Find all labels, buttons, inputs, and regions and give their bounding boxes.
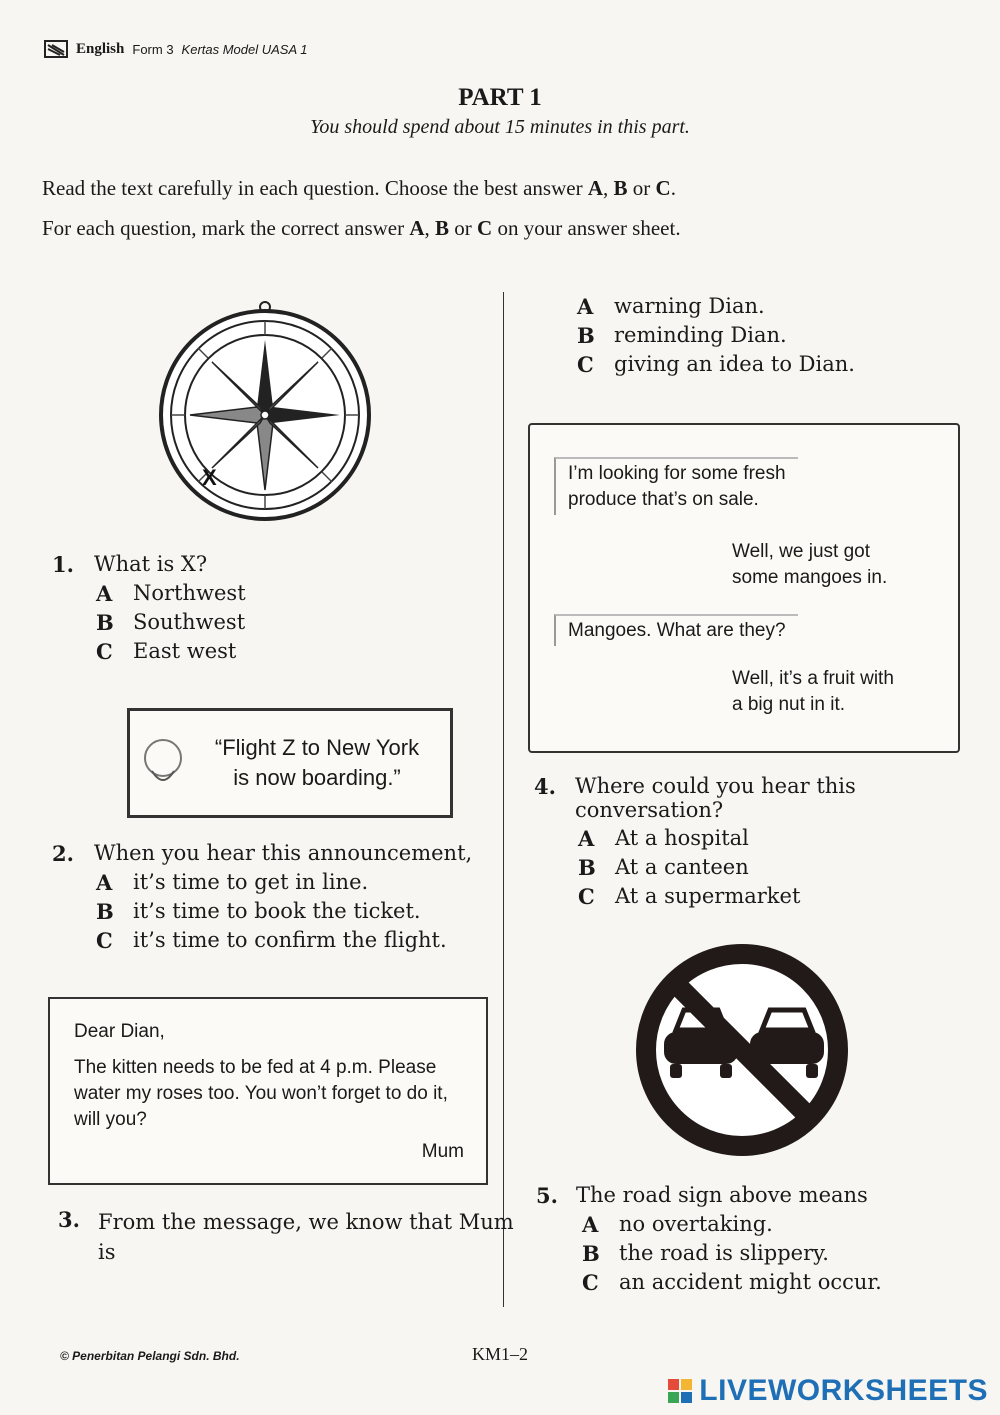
question-1	[52, 552, 246, 666]
option-b[interactable]: B it’s time to book the ticket.	[96, 899, 421, 924]
chat-bubble-staff-1: Well, we just got some mangoes in.	[732, 541, 888, 588]
option-b[interactable]: B At a canteen	[578, 855, 749, 880]
airport-icon	[138, 733, 188, 789]
question-number: 5.	[536, 1183, 558, 1208]
option-a[interactable]: A Northwest	[96, 581, 246, 606]
chat-bubble-customer-2: Mangoes. What are they?	[554, 614, 798, 646]
option-a[interactable]: A At a hospital	[578, 826, 749, 851]
note-signoff: Mum	[421, 1141, 464, 1162]
note-body: The kitten needs to be fed at 4 p.m. Please water my roses too. You won’t forget to do it, will you?	[74, 1057, 448, 1130]
page-number: KM1–2	[471, 1344, 528, 1364]
no-overtaking-sign-icon	[632, 940, 852, 1160]
option-b[interactable]: B reminding Dian.	[577, 323, 787, 348]
option-c[interactable]: C an accident might occur.	[582, 1270, 882, 1295]
announcement-line-2: is now boarding.”	[233, 765, 401, 790]
option-a[interactable]: A no overtaking.	[582, 1212, 773, 1237]
series-label: Kertas Model UASA 1	[181, 41, 308, 57]
option-c[interactable]: C At a supermarket	[578, 884, 801, 909]
announcement-box	[127, 708, 453, 818]
compass-icon	[150, 295, 380, 525]
conversation-box	[528, 423, 960, 753]
page-title: PART 1	[458, 84, 542, 111]
brand-logo[interactable]	[667, 1374, 988, 1408]
option-a[interactable]: A it’s time to get in line.	[96, 870, 369, 895]
question-5	[536, 1183, 882, 1297]
brand-name: LIVEWORKSHEETS	[699, 1374, 988, 1407]
note-greeting: Dear Dian,	[74, 1021, 165, 1042]
liveworksheets-icon	[667, 1378, 693, 1404]
announcement-line-1: “Flight Z to New York	[214, 735, 420, 760]
chat-bubble-customer-1: I’m looking for some fresh produce that’s on sale.	[554, 457, 798, 515]
form-label: Form 3	[132, 41, 174, 57]
compass-marker: X	[202, 465, 217, 490]
book-icon	[44, 40, 68, 58]
question-text: From the message, we know that Mum	[98, 1210, 514, 1234]
question-4	[534, 774, 1000, 911]
subject-label: English	[76, 40, 125, 57]
option-b[interactable]: B the road is slippery.	[582, 1241, 829, 1266]
question-text: When you hear this announcement,	[94, 841, 473, 865]
question-3-options	[577, 292, 855, 379]
question-text: The road sign above means	[576, 1183, 868, 1207]
question-text: Where could you hear this conversation?	[574, 774, 856, 822]
message-note	[48, 997, 488, 1185]
option-c[interactable]: C it’s time to confirm the flight.	[96, 928, 447, 953]
column-divider	[503, 292, 504, 1307]
question-2	[52, 841, 472, 955]
chat-bubble-staff-2: Well, it’s a fruit with a big nut in it.	[732, 668, 894, 715]
option-c[interactable]: C giving an idea to Dian.	[577, 352, 855, 377]
question-number: 2.	[52, 841, 74, 866]
question-number: 3.	[58, 1207, 80, 1232]
option-b[interactable]: B Southwest	[96, 610, 246, 635]
question-text: What is X?	[94, 552, 208, 576]
question-number: 1.	[52, 552, 74, 577]
question-3	[58, 1207, 514, 1267]
instruction-line-1: Read the text carefully in each question. Choose the best answer A, B or C.	[42, 176, 676, 200]
question-text-cont: is	[98, 1240, 116, 1264]
page-subtitle: You should spend about 15 minutes in this part.	[310, 116, 690, 138]
instruction-line-2: For each question, mark the correct answer A, B or C on your answer sheet.	[42, 216, 681, 240]
option-a[interactable]: A warning Dian.	[577, 294, 765, 319]
question-number: 4.	[534, 774, 556, 799]
option-c[interactable]: C East west	[96, 639, 237, 664]
copyright-notice: © Penerbitan Pelangi Sdn. Bhd.	[60, 1349, 240, 1363]
page-header	[44, 40, 308, 58]
